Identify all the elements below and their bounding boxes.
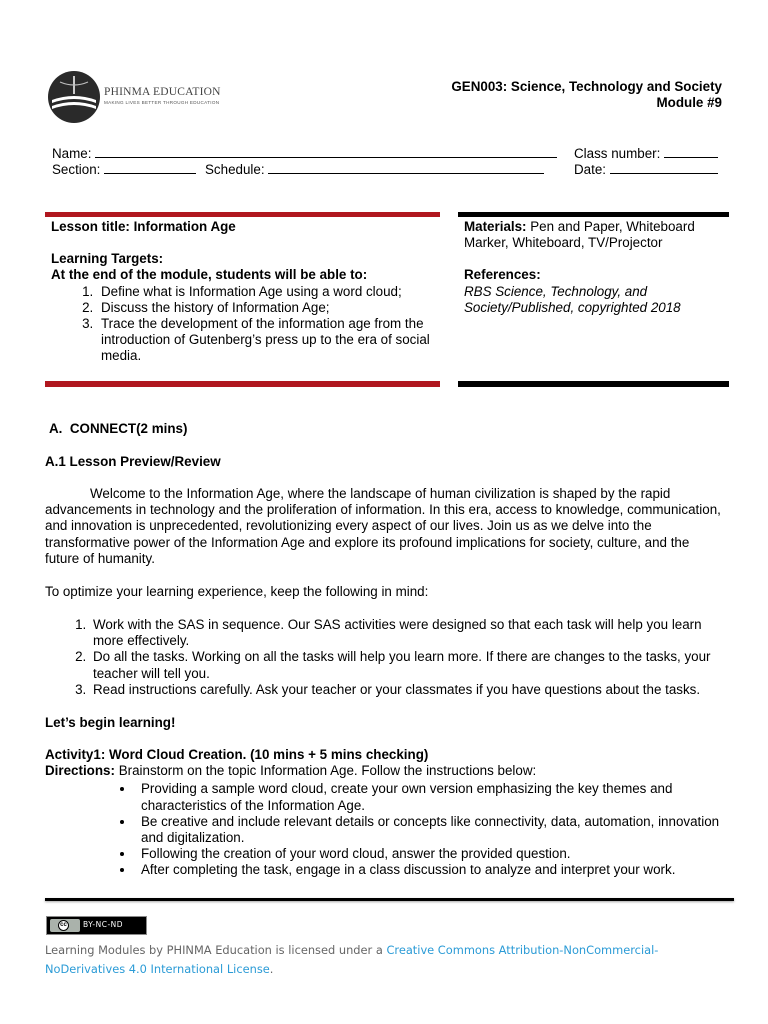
directions-label: Directions: bbox=[45, 763, 115, 779]
optimize-text: To optimize your learning experience, keep the following in mind: bbox=[45, 584, 429, 599]
lesson-box bbox=[51, 219, 436, 365]
license-link[interactable]: Creative Commons Attribution-NonCommercial-NoDerivatives 4.0 International License bbox=[45, 943, 659, 976]
bullet-item: • After completing the task, engage in a class discussion to analyze and interpret your work. bbox=[135, 862, 725, 878]
schedule-line bbox=[268, 161, 544, 174]
begin-learning: Let’s begin learning! bbox=[45, 715, 176, 730]
directions-text: Brainstorm on the topic Information Age. Follow the instructions below: bbox=[118, 763, 537, 779]
date-label: Date: bbox=[574, 162, 607, 177]
section-line bbox=[104, 161, 196, 174]
logo-tagline: MAKING LIVES BETTER THROUGH EDUCATION bbox=[104, 100, 220, 105]
intro-paragraph bbox=[45, 486, 725, 567]
materials-label: Materials: bbox=[464, 219, 527, 234]
course-title: GEN003: Science, Technology and Society bbox=[451, 79, 722, 94]
steps-block bbox=[45, 617, 725, 698]
materials-top-rule bbox=[458, 212, 729, 217]
logo-emblem-icon bbox=[46, 70, 106, 124]
license-notice bbox=[45, 941, 725, 978]
class-number-line bbox=[664, 145, 718, 158]
logo-name: PHINMA EDUCATION bbox=[104, 86, 221, 98]
references-label: References: bbox=[464, 267, 541, 283]
materials-bottom-rule bbox=[458, 381, 729, 387]
course-header bbox=[451, 79, 722, 111]
bullet-item: • Be creative and include relevant details or concepts like connectivity, data, automation, innovation and digitalization. bbox=[135, 814, 725, 846]
footer-divider bbox=[45, 898, 734, 901]
class-number-label: Class number: bbox=[574, 146, 661, 161]
name-label: Name: bbox=[52, 146, 92, 161]
section-a-letter: A. bbox=[49, 421, 63, 436]
materials bbox=[464, 219, 724, 251]
date-line bbox=[610, 161, 718, 174]
lesson-title: Lesson title: Information Age bbox=[51, 219, 236, 234]
intro-text: Welcome to the Information Age, where the landscape of human civilization is shaped by the rapid advancements in technology and the proliferation of information. In this era, access to knowledge, communication, and innovation is unprecedented, revolutionizing every aspect of our lives. Join us as we delve into the transformative power of the Information Age and explore its profound implications for society, culture, and the future of humanity. bbox=[45, 486, 721, 566]
date-field[interactable] bbox=[574, 161, 718, 178]
license-prefix: Learning Modules by PHINMA Education is licensed under a bbox=[45, 943, 387, 957]
section-a-heading bbox=[49, 421, 187, 436]
cc-logo-icon: cc bbox=[50, 919, 80, 932]
step-item: 1. Work with the SAS in sequence. Our SAS activities were designed so that each task will help you learn more effectively. bbox=[90, 617, 725, 649]
name-field[interactable] bbox=[52, 145, 557, 162]
activity-block bbox=[45, 747, 725, 879]
module-number: Module #9 bbox=[656, 95, 722, 110]
learning-targets-list bbox=[51, 284, 436, 365]
step-item: 2. Do all the tasks. Working on all the tasks will help you learn more. If there are changes to the tasks, your teacher will tell you. bbox=[90, 649, 725, 681]
bullet-item: • Providing a sample word cloud, create your own version emphasizing the key themes and characteristics of the Information Age. bbox=[135, 781, 725, 813]
activity-title: Activity1: Word Cloud Creation. (10 mins + 5 mins checking) bbox=[45, 747, 429, 762]
lesson-bottom-rule bbox=[45, 381, 440, 387]
activity-bullets bbox=[45, 781, 725, 878]
schedule-label: Schedule: bbox=[205, 162, 265, 177]
directions bbox=[45, 763, 725, 779]
learning-targets-intro: At the end of the module, students will be able to: bbox=[51, 267, 368, 283]
learning-targets-heading: Learning Targets: bbox=[51, 251, 164, 267]
lesson-top-rule bbox=[45, 212, 440, 217]
learning-target: 3. Trace the development of the information age from the introduction of Gutenberg’s press up to the era of social media. bbox=[97, 316, 436, 365]
schedule-field[interactable] bbox=[205, 161, 544, 178]
references-text: RBS Science, Technology, and Society/Published, copyrighted 2018 bbox=[464, 283, 681, 315]
section-label: Section: bbox=[52, 162, 101, 177]
cc-license-badge[interactable] bbox=[46, 916, 147, 935]
step-item: 3. Read instructions carefully. Ask your teacher or your classmates if you have questions about the tasks. bbox=[90, 682, 725, 698]
section-field[interactable] bbox=[52, 161, 196, 178]
bullet-item: • Following the creation of your word cloud, answer the provided question. bbox=[135, 846, 725, 862]
materials-box bbox=[464, 219, 724, 316]
license-suffix: . bbox=[269, 961, 274, 976]
class-number-field[interactable] bbox=[574, 145, 718, 162]
steps-list bbox=[45, 617, 725, 698]
section-a-title: CONNECT(2 mins) bbox=[69, 421, 188, 436]
learning-target: 1. Define what is Information Age using a word cloud; bbox=[97, 284, 436, 300]
materials-text: Pen and Paper, Whiteboard Marker, Whiteboard, TV/Projector bbox=[464, 219, 695, 251]
learning-target: 2. Discuss the history of Information Age; bbox=[97, 300, 436, 316]
name-line bbox=[95, 145, 557, 158]
lesson-preview-heading: A.1 Lesson Preview/Review bbox=[45, 454, 221, 469]
cc-badge-text: BY-NC-ND bbox=[83, 920, 124, 929]
